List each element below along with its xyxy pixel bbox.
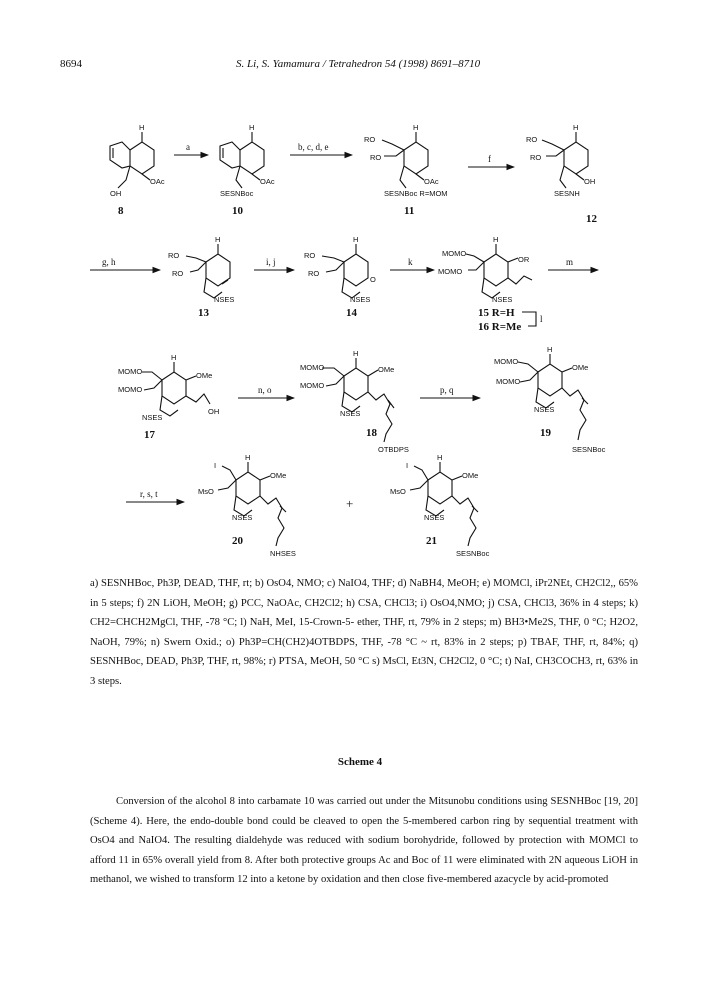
compound-18-structure [300, 349, 409, 454]
label-NSES: NSES [340, 409, 361, 418]
label-RO: RO [168, 251, 180, 260]
label-OH: OH [110, 189, 122, 198]
label-RO: RO [370, 153, 382, 162]
label-MsO: MsO [198, 487, 214, 496]
scheme-title: Scheme 4 [337, 756, 383, 768]
label-O: O [370, 275, 376, 284]
label-NSES: NSES [214, 295, 235, 304]
label-OAc: OAc [150, 177, 165, 186]
label-MOMO: MOMO [442, 249, 467, 258]
label-H: H [353, 349, 359, 358]
label-NSES: NSES [350, 295, 371, 304]
reagent-no: n, o [258, 385, 272, 395]
plus-sign: + [346, 496, 354, 511]
label-OH: OH [208, 407, 220, 416]
compound-label-18: 18 [366, 427, 377, 439]
reagent-f: f [488, 154, 491, 164]
compound-label-14: 14 [346, 307, 357, 319]
reagent-ij: i, j [266, 257, 276, 267]
compound-8-structure [110, 123, 165, 217]
reagent-pq: p, q [440, 385, 454, 395]
label-SESNBoc-RMOM: SESNBoc R=MOM [384, 189, 448, 198]
label-H: H [573, 123, 579, 132]
label-MsO: MsO [390, 487, 406, 496]
compound-14-structure [304, 235, 376, 319]
compound-13-structure [168, 235, 234, 319]
body-paragraph: Conversion of the alcohol 8 into carbamate 10 was carried out under the Mitsunobu conditions using SESNHBoc [19, 20] (Scheme 4). Here, the endo-double bond could be cleaved to open the 5-membered carbon ring by sequential treatment with OsO4 and NaIO4. The resulting dialdehyde was reduced with sodium borohydride, followed by protection with MOMCl to afford 11 in 65% overall yield from 8. After both protective groups Ac and Boc of 11 were eliminated with 2N aqueous LiOH in methanol, we wished to transform 12 into a ketone by oxidation and then close five-membered azacycle by acid-promoted [90, 796, 638, 885]
label-H: H [139, 123, 145, 132]
label-H: H [249, 123, 255, 132]
compound-21-structure [390, 453, 490, 558]
compound-19-structure [494, 345, 606, 454]
label-NHSES: NHSES [270, 549, 296, 558]
compound-20-structure [198, 453, 296, 558]
label-RO: RO [172, 269, 184, 278]
label-SESNBoc: SESNBoc [456, 549, 490, 558]
label-MOMO: MOMO [438, 267, 463, 276]
label-MOMO: MOMO [496, 377, 521, 386]
compound-label-11: 11 [404, 205, 415, 217]
label-RO: RO [530, 153, 542, 162]
label-NSES: NSES [232, 513, 253, 522]
label-OAc: OAc [260, 177, 275, 186]
label-OMe: OMe [196, 371, 213, 380]
reagent-l: l [540, 314, 543, 324]
compound-label-15: 15 R=H [478, 307, 515, 319]
label-NSES: NSES [534, 405, 555, 414]
label-I: I [406, 461, 409, 470]
compound-10-structure [220, 123, 275, 217]
label-H: H [245, 453, 251, 462]
label-SESNH: SESNH [554, 189, 580, 198]
label-MOMO: MOMO [494, 357, 519, 366]
reagent-rst: r, s, t [140, 489, 158, 499]
compound-15-16-structure [438, 235, 543, 333]
label-NSES: NSES [424, 513, 445, 522]
label-NSES: NSES [492, 295, 513, 304]
compound-17-structure [118, 353, 219, 441]
label-MOMO: MOMO [118, 385, 143, 394]
label-MOMO: MOMO [300, 363, 325, 372]
label-H: H [437, 453, 443, 462]
label-OAc: OAc [424, 177, 439, 186]
running-citation: S. Li, S. Yamamura / Tetrahedron 54 (1998) 8691–8710 [236, 58, 481, 70]
label-RO: RO [364, 135, 376, 144]
label-SESNBoc: SESNBoc [220, 189, 254, 198]
label-RO: RO [526, 135, 538, 144]
label-MOMO: MOMO [300, 381, 325, 390]
label-RO: RO [304, 251, 316, 260]
label-OMe: OMe [378, 365, 395, 374]
label-H: H [353, 235, 359, 244]
compound-label-16: 16 R=Me [478, 321, 522, 333]
label-H: H [413, 123, 419, 132]
label-OMe: OMe [462, 471, 479, 480]
label-SESNBoc: SESNBoc [572, 445, 606, 454]
label-MOMO: MOMO [118, 367, 143, 376]
label-H: H [171, 353, 177, 362]
compound-label-12: 12 [586, 213, 597, 225]
compound-label-17: 17 [144, 429, 155, 441]
reagent-m: m [566, 257, 574, 267]
compound-12-structure [526, 123, 598, 225]
body-text [90, 792, 638, 890]
reagent-k: k [408, 257, 413, 267]
compound-label-21: 21 [426, 535, 437, 547]
compound-11-structure [364, 123, 448, 217]
arrow-l [522, 312, 536, 326]
compound-label-13: 13 [198, 307, 209, 319]
label-NSES: NSES [142, 413, 163, 422]
reagent-bcde: b, c, d, e [298, 142, 329, 152]
label-OMe: OMe [572, 363, 589, 372]
label-H: H [215, 235, 221, 244]
label-I: I [214, 461, 217, 470]
label-OR: OR [518, 255, 530, 264]
label-OTBDPS: OTBDPS [378, 445, 409, 454]
label-RO: RO [308, 269, 320, 278]
compound-label-8: 8 [118, 205, 124, 217]
label-OH: OH [584, 177, 596, 186]
compound-label-10: 10 [232, 205, 243, 217]
compound-label-19: 19 [540, 427, 551, 439]
compound-label-20: 20 [232, 535, 243, 547]
page-number: 8694 [60, 58, 82, 70]
label-OMe: OMe [270, 471, 287, 480]
reagent-gh: g, h [102, 257, 116, 267]
reagent-a: a [186, 142, 190, 152]
label-H: H [493, 235, 499, 244]
reaction-conditions: a) SESNHBoc, Ph3P, DEAD, THF, rt; b) OsO4, NMO; c) NaIO4, THF; d) NaBH4, MeOH; e) MOMCl, iPr2NEt, CH2Cl2,, 65% in 5 steps; f) 2N LiOH, MeOH; g) PCC, NaOAc, CH2Cl2; h) CSA, CHCl3; i) OsO4,NMO; j) CSA, CHCl3, 36% in 4 steps; k) CH2=CHCH2MgCl, THF, -78 °C; l) NaH, MeI, 15-Crown-5- ether, THF, rt, 79% in 2 steps; m) BH3•Me2S, THF, 0 °C; H2O2, NaOH, 79%; n) Swern Oxid.; o) Ph3P=CH(CH2)4OTBDPS, THF, -78 °C ~ rt, 83% in 2 steps; p) TBAF, THF, rt, 84%; q) SESNHBoc, DEAD, Ph3P, THF, rt, 98%; r) PTSA, MeOH, 50 °C s) MsCl, Et3N, CH2Cl2, 0 °C; t) NaI, CH3COCH3, rt, 63% in 3 steps. [90, 578, 638, 687]
label-H: H [547, 345, 553, 354]
